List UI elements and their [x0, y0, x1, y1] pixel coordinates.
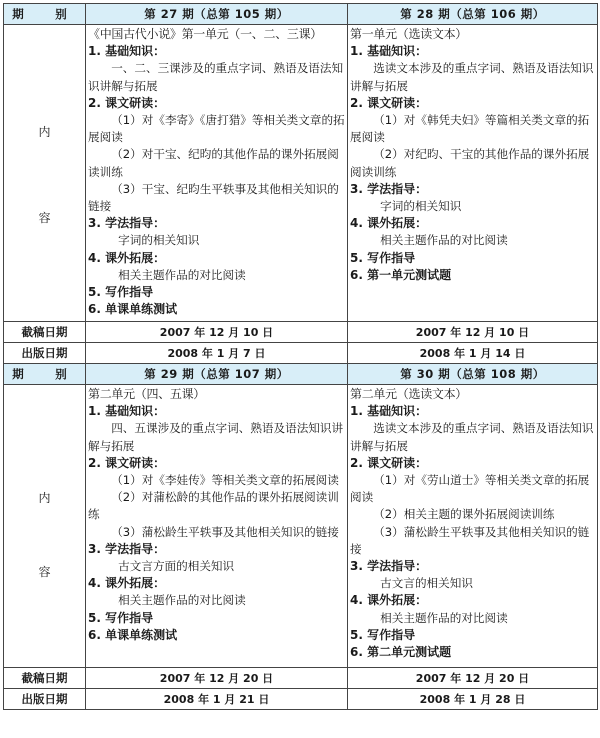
issue-content-cell — [348, 25, 598, 322]
section-heading: 1. 基础知识： — [350, 44, 428, 59]
unit-title: 第一单元（选读文本） — [350, 27, 468, 41]
publish-date: 2008 年 1 月 28 日 — [348, 689, 598, 710]
issue-content — [348, 25, 597, 284]
section-heading: 2. 课文研读： — [350, 455, 428, 470]
publish-date: 2008 年 1 月 14 日 — [348, 343, 598, 364]
section-heading: 5. 写作指导 — [350, 627, 416, 642]
section-heading: 2. 课文研读： — [350, 95, 428, 110]
section-item: 相关主题作品的对比阅读 — [118, 593, 246, 608]
issue-header-row — [4, 4, 598, 25]
section-heading: 4. 课外拓展： — [350, 593, 428, 608]
content-label-char: 容 — [38, 211, 51, 225]
publish-label: 出版日期 — [4, 343, 86, 364]
publish-label: 出版日期 — [4, 689, 86, 710]
section-item: 选读文本涉及的重点字词、熟语及语法知识讲解与拓展 — [350, 421, 594, 453]
publish-date: 2008 年 1 月 21 日 — [86, 689, 348, 710]
unit-title: 《中国古代小说》第一单元（一、二、三课） — [88, 27, 323, 41]
section-item: （3）蒲松龄生平轶事及其他相关知识的链接 — [111, 524, 339, 539]
issue-content — [86, 25, 347, 318]
publish-date: 2008 年 1 月 7 日 — [86, 343, 348, 364]
issue-content-cell — [86, 25, 348, 322]
section-heading: 3. 学法指导： — [350, 559, 428, 574]
issue-number: 第 27 期（总第 105 期） — [86, 4, 348, 25]
section-item: （1）对《李寄》《唐打猎》等相关类文章的拓展阅读 — [88, 113, 345, 145]
period-label: 期 别 — [4, 364, 86, 385]
publish-row — [4, 343, 598, 364]
issue-header-row — [4, 364, 598, 385]
content-label-char: 内 — [38, 491, 51, 505]
section-heading: 1. 基础知识： — [88, 44, 166, 59]
section-item: 字词的相关知识 — [118, 233, 200, 248]
section-item: （3）蒲松龄生平轶事及其他相关知识的链接 — [350, 524, 590, 556]
issue-number: 第 28 期（总第 106 期） — [348, 4, 598, 25]
deadline-date: 2007 年 12 月 20 日 — [86, 668, 348, 689]
section-item: 字词的相关知识 — [380, 199, 462, 214]
section-heading: 3. 学法指导： — [88, 541, 166, 556]
content-row — [4, 25, 598, 322]
section-heading: 1. 基础知识： — [350, 404, 428, 419]
section-heading: 5. 写作指导 — [88, 610, 154, 625]
schedule-table — [3, 3, 598, 710]
period-label: 期 别 — [4, 4, 86, 25]
issue-content-cell — [86, 385, 348, 668]
section-heading: 2. 课文研读： — [88, 95, 166, 110]
unit-title: 第二单元（四、五课） — [88, 387, 206, 401]
content-label — [4, 385, 86, 668]
unit-title: 第二单元（选读文本） — [350, 387, 468, 401]
section-item: 一、二、三课涉及的重点字词、熟语及语法知识讲解与拓展 — [88, 61, 344, 93]
deadline-date: 2007 年 12 月 20 日 — [348, 668, 598, 689]
issue-number: 第 29 期（总第 107 期） — [86, 364, 348, 385]
publish-row — [4, 689, 598, 710]
section-item: 选读文本涉及的重点字词、熟语及语法知识讲解与拓展 — [350, 61, 594, 93]
section-heading: 5. 写作指导 — [350, 250, 416, 265]
section-heading: 2. 课文研读： — [88, 455, 166, 470]
section-heading: 4. 课外拓展： — [350, 216, 428, 231]
section-heading: 6. 第一单元测试题 — [350, 267, 452, 282]
deadline-date: 2007 年 12 月 10 日 — [348, 322, 598, 343]
section-item: （2）对纪昀、干宝的其他作品的课外拓展阅读训练 — [350, 147, 590, 179]
section-heading: 5. 写作指导 — [88, 285, 154, 300]
section-heading: 6. 单课单练测试 — [88, 302, 178, 317]
section-heading: 6. 单课单练测试 — [88, 627, 178, 642]
section-item: （3）干宝、纪昀生平轶事及其他相关知识的链接 — [88, 181, 339, 214]
section-heading: 4. 课外拓展： — [88, 250, 166, 265]
content-row — [4, 385, 598, 668]
issue-content — [348, 385, 597, 661]
section-item: 古文言方面的相关知识 — [118, 559, 235, 574]
section-heading: 3. 学法指导： — [350, 181, 428, 196]
content-label — [4, 25, 86, 322]
section-item: 相关主题作品的对比阅读 — [380, 610, 508, 625]
deadline-label: 截稿日期 — [4, 322, 86, 343]
section-item: 古文言的相关知识 — [380, 576, 473, 591]
section-item: （2）相关主题的课外拓展阅读训练 — [373, 507, 555, 522]
issue-number: 第 30 期（总第 108 期） — [348, 364, 598, 385]
content-label-char: 内 — [38, 125, 51, 139]
issue-content — [86, 385, 347, 644]
section-item: 相关主题作品的对比阅读 — [380, 233, 508, 248]
section-item: （1）对《劳山道士》等相关类文章的拓展阅读 — [350, 473, 590, 505]
section-item: （2）对干宝、纪昀的其他作品的课外拓展阅读训练 — [88, 147, 339, 179]
section-heading: 3. 学法指导： — [88, 216, 166, 231]
deadline-row — [4, 322, 598, 343]
deadline-date: 2007 年 12 月 10 日 — [86, 322, 348, 343]
issue-content-cell — [348, 385, 598, 668]
deadline-label: 截稿日期 — [4, 668, 86, 689]
content-label-char: 容 — [38, 565, 51, 579]
section-item: （1）对《李娃传》等相关类文章的拓展阅读 — [111, 473, 339, 488]
section-heading: 1. 基础知识： — [88, 404, 166, 419]
section-item: 相关主题作品的对比阅读 — [118, 267, 246, 282]
section-item: （2）对蒲松龄的其他作品的课外拓展阅读训练 — [88, 490, 339, 522]
section-item: （1）对《韩凭夫妇》等篇相关类文章的拓展阅读 — [350, 113, 590, 145]
deadline-row — [4, 668, 598, 689]
section-heading: 4. 课外拓展： — [88, 576, 166, 591]
section-heading: 6. 第二单元测试题 — [350, 645, 452, 660]
section-item: 四、五课涉及的重点字词、熟语及语法知识讲解与拓展 — [88, 421, 344, 453]
